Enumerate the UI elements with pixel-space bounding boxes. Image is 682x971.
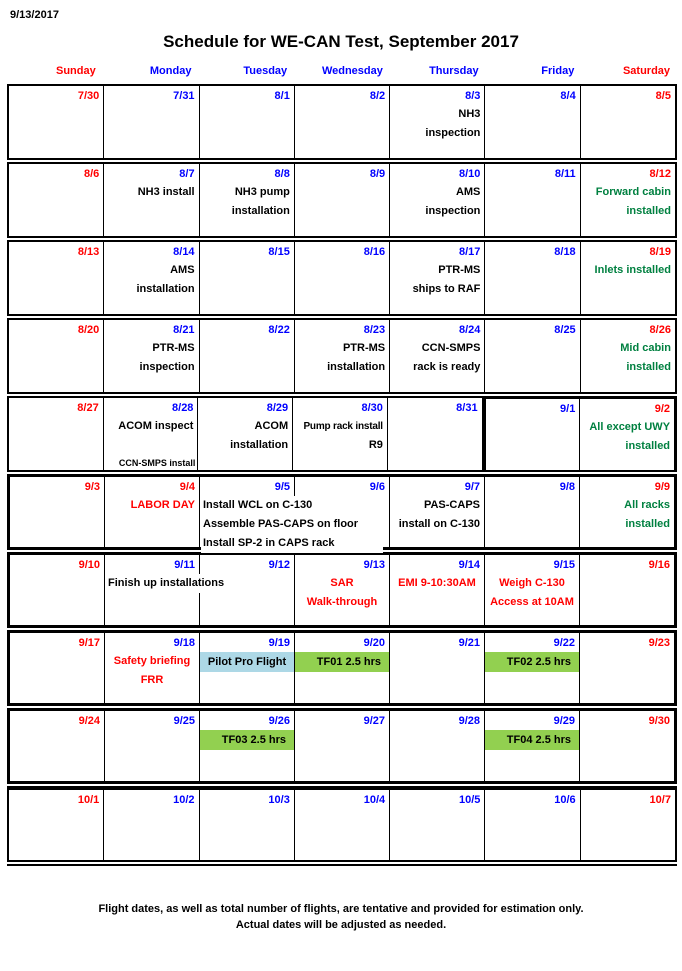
event-text: All racks (624, 499, 670, 511)
day-cell-8-18 (485, 240, 580, 316)
week-row-8 (7, 630, 677, 706)
event-text: EMI 9-10:30AM (398, 577, 476, 589)
day-cell-10-2 (104, 786, 199, 862)
week-row-4 (7, 318, 677, 394)
date-label: 8/27 (77, 402, 99, 414)
day-header-monday: Monday (149, 65, 192, 77)
event-text: installed (626, 361, 671, 373)
event-text-block (295, 339, 389, 377)
event-text: PTR-MS (438, 264, 481, 276)
event-text: inspection (425, 205, 481, 217)
date-label: 9/22 (553, 637, 575, 649)
event-text-block (581, 339, 675, 377)
day-cell-9-26 (200, 708, 295, 784)
day-cell-10-1 (7, 786, 104, 862)
date-label: 8/7 (179, 168, 195, 180)
event-text-block (104, 417, 198, 468)
date-label: 8/31 (456, 402, 478, 414)
date-label: 9/12 (268, 559, 290, 571)
date-label: 10/6 (554, 794, 576, 806)
day-cell-9-2 (580, 396, 677, 472)
day-header-tuesday: Tuesday (243, 65, 288, 77)
event-text-block (104, 261, 198, 299)
week-row-6 (7, 474, 677, 550)
date-label: 8/6 (83, 168, 100, 180)
date-label: 8/9 (369, 168, 386, 180)
event-text: NH3 pump (234, 186, 290, 198)
event-text: CCN-SMPS (421, 342, 481, 354)
footer-line-1: Flight dates, as well as total number of flights, are tentative and provided for estimation only. (98, 903, 584, 915)
day-cell-8-19 (581, 240, 677, 316)
date-label: 9/29 (553, 715, 575, 727)
day-cell-8-20 (7, 318, 104, 394)
day-cell-8-9 (295, 162, 390, 238)
event-text: inspection (139, 361, 195, 373)
footer-line-2: Actual dates will be adjusted as needed. (235, 919, 447, 931)
date-label: 8/17 (458, 246, 481, 258)
date-label: 8/28 (172, 402, 194, 414)
day-cell-9-15 (485, 552, 580, 628)
event-text: AMS (170, 264, 195, 276)
date-label: 9/21 (458, 637, 480, 649)
day-cell-7-30 (7, 84, 104, 160)
day-cell-8-29 (198, 396, 293, 472)
day-cell-8-11 (485, 162, 580, 238)
day-cell-9-5 (200, 474, 359, 550)
date-label: 10/2 (173, 794, 195, 806)
event-text-block (295, 574, 389, 612)
date-label: 9/10 (78, 559, 100, 571)
week-row-9 (7, 708, 677, 784)
date-label: 8/19 (649, 246, 671, 258)
date-label: 9/9 (654, 481, 670, 493)
day-cell-9-7 (390, 474, 485, 550)
event-text: NH3 install (137, 186, 195, 198)
day-cell-7-31 (104, 84, 199, 160)
day-cell-8-15 (200, 240, 295, 316)
date-label: 8/30 (361, 402, 383, 414)
event-text: PTR-MS (152, 342, 195, 354)
event-text: SAR (330, 577, 354, 589)
event-text-block (198, 417, 292, 455)
page-title: Schedule for WE-CAN Test, September 2017 (163, 32, 519, 51)
date-label: 9/5 (274, 481, 290, 493)
day-cell-9-1 (483, 396, 581, 472)
event-text: AMS (455, 186, 481, 198)
event-text: installation (327, 361, 386, 373)
event-text-block (581, 261, 675, 280)
day-cell-9-29 (485, 708, 580, 784)
event-text-block (390, 105, 484, 143)
date-label: 8/8 (274, 168, 290, 180)
event-text-block (200, 183, 294, 221)
day-cell-8-21 (104, 318, 199, 394)
day-cell-8-25 (485, 318, 580, 394)
date-label: 8/22 (268, 324, 290, 336)
event-text-block-spanning (106, 574, 288, 593)
event-text: install on C-130 (398, 518, 480, 530)
day-header-wednesday: Wednesday (321, 65, 383, 77)
date-label: 8/13 (77, 246, 100, 258)
day-cell-8-14 (104, 240, 199, 316)
date-label: 9/30 (648, 715, 670, 727)
date-label: 9/2 (654, 403, 671, 415)
event-text-block (105, 496, 199, 515)
week-row-2 (7, 162, 677, 238)
date-label: 9/18 (173, 637, 195, 649)
event-text: CCN-SMPS install (118, 458, 196, 468)
date-label: 9/11 (174, 559, 195, 571)
date-label: 9/3 (84, 481, 100, 493)
day-cell-8-22 (200, 318, 295, 394)
day-cell-10-5 (390, 786, 485, 862)
date-label: 8/4 (560, 90, 576, 102)
date-label: 8/15 (268, 246, 290, 258)
event-text-block (293, 417, 387, 455)
week-row-5 (7, 396, 677, 472)
date-label: 8/23 (363, 324, 386, 336)
day-cell-8-30 (293, 396, 388, 472)
day-cell-8-3 (390, 84, 485, 160)
date-label: 8/25 (554, 324, 576, 336)
date-label: 8/3 (465, 90, 481, 102)
event-text: installed (626, 205, 671, 217)
day-cell-8-24 (390, 318, 485, 394)
day-cell-9-16 (580, 552, 677, 628)
date-label: 9/28 (458, 715, 480, 727)
day-cell-9-17 (7, 630, 105, 706)
event-text: R9 (368, 439, 383, 451)
day-cell-9-28 (390, 708, 485, 784)
event-text: installation (231, 205, 290, 217)
date-label: 9/20 (363, 637, 385, 649)
week-row-1 (7, 84, 677, 160)
day-cell-8-4 (485, 84, 580, 160)
date-label: 10/4 (363, 794, 386, 806)
event-text-block (390, 261, 484, 299)
date-label: 9/4 (179, 481, 195, 493)
date-label: 8/5 (655, 90, 671, 102)
day-cell-8-13 (7, 240, 104, 316)
day-cell-8-10 (390, 162, 485, 238)
event-text: installed (625, 440, 671, 452)
date-label: 9/1 (560, 403, 576, 415)
event-text: ACOM (254, 420, 289, 432)
event-text: All except UWY (589, 421, 671, 433)
day-cell-8-31 (388, 396, 483, 472)
event-text: rack is ready (413, 361, 481, 373)
date-label: 9/14 (458, 559, 480, 571)
date-label: 9/24 (78, 715, 100, 727)
day-cell-9-25 (105, 708, 200, 784)
date-label: 9/13 (363, 559, 385, 571)
day-header-sunday: Sunday (55, 65, 96, 77)
event-text: inspection (425, 127, 481, 139)
calendar-bottom-rule (7, 864, 677, 866)
day-cell-9-4 (105, 474, 200, 550)
day-cell-9-22 (485, 630, 580, 706)
event-text: installed (625, 518, 670, 530)
day-cell-8-26 (581, 318, 677, 394)
date-label: 8/14 (173, 246, 195, 258)
event-text: Assemble PAS-CAPS on floor (203, 518, 359, 530)
day-cell-9-14 (390, 552, 485, 628)
date-label: 9/27 (363, 715, 385, 727)
date-label: 10/1 (77, 794, 100, 806)
event-text: FRR (140, 674, 164, 686)
highlight-band: TF01 2.5 hrs (295, 652, 389, 672)
day-cell-8-5 (581, 84, 677, 160)
date-label: 8/12 (649, 168, 671, 180)
date-label: 9/26 (268, 715, 290, 727)
event-text: installation (230, 439, 289, 451)
date-label: 10/3 (268, 794, 290, 806)
date-label: 8/20 (77, 324, 100, 336)
date-label: 8/26 (649, 324, 671, 336)
date-label: 10/5 (458, 794, 481, 806)
day-cell-8-17 (390, 240, 485, 316)
day-cell-9-23 (580, 630, 677, 706)
event-text: Install SP-2 in CAPS rack (203, 537, 335, 549)
date-label: 7/31 (173, 90, 195, 102)
date-label: 8/11 (554, 168, 576, 180)
event-text-block (390, 339, 484, 377)
day-cell-8-7 (104, 162, 199, 238)
event-text: Mid cabin (620, 342, 671, 354)
event-text: PTR-MS (342, 342, 386, 354)
day-cell-10-7 (581, 786, 677, 862)
day-cell-9-27 (295, 708, 390, 784)
day-cell-9-9 (580, 474, 677, 550)
event-text-block (485, 574, 579, 612)
event-text-block (390, 496, 484, 534)
event-text-block (104, 339, 198, 377)
event-text: Finish up installations (108, 577, 225, 589)
day-cell-8-2 (295, 84, 390, 160)
event-text: Access at 10AM (490, 596, 574, 608)
day-header-saturday: Saturday (622, 65, 671, 77)
event-text: LABOR DAY (130, 499, 195, 511)
day-cell-9-11 (105, 552, 225, 628)
date-label: 9/23 (648, 637, 670, 649)
event-text: Install WCL on C-130 (203, 499, 313, 511)
day-cell-9-21 (390, 630, 485, 706)
day-cell-8-28 (104, 396, 199, 472)
event-text: Safety briefing (113, 655, 191, 667)
day-header-friday: Friday (541, 65, 575, 77)
date-label: 9/15 (553, 559, 575, 571)
event-text-block (581, 183, 675, 221)
day-cell-8-6 (7, 162, 104, 238)
event-text: Forward cabin (595, 186, 671, 198)
day-cell-9-24 (7, 708, 105, 784)
date-label: 8/16 (363, 246, 386, 258)
event-text-block-spanning (201, 496, 383, 553)
date-label: 8/10 (458, 168, 481, 180)
week-row-7 (7, 552, 677, 628)
day-cell-8-16 (295, 240, 390, 316)
event-text: Inlets installed (594, 264, 671, 276)
day-cell-9-19 (200, 630, 295, 706)
day-cell-8-8 (200, 162, 295, 238)
day-cell-9-10 (7, 552, 105, 628)
date-label: 9/16 (648, 559, 670, 571)
footer-note (0, 901, 682, 933)
date-label: 7/30 (77, 90, 100, 102)
event-text: ACOM inspect (118, 420, 194, 432)
highlight-band: TF03 2.5 hrs (200, 730, 294, 750)
day-cell-8-27 (7, 396, 104, 472)
highlight-band: Pilot Pro Flight (200, 652, 294, 672)
day-cell-10-3 (200, 786, 295, 862)
event-text: Weigh C-130 (499, 577, 565, 589)
date-label: 8/29 (266, 402, 289, 414)
event-text: ships to RAF (412, 283, 481, 295)
date-label: 9/25 (173, 715, 195, 727)
date-label: 9/7 (464, 481, 480, 493)
event-text: Walk-through (306, 596, 378, 608)
event-text-block (105, 652, 199, 690)
event-text: PAS-CAPS (423, 499, 480, 511)
event-text-block (390, 574, 484, 593)
day-cell-10-4 (295, 786, 390, 862)
day-cell-9-13 (295, 552, 390, 628)
week-row-3 (7, 240, 677, 316)
day-cell-10-6 (485, 786, 580, 862)
date-label: 8/18 (554, 246, 576, 258)
week-row-10 (7, 786, 677, 862)
date-label: 10/7 (649, 794, 671, 806)
day-cell-9-30 (580, 708, 677, 784)
day-cell-8-23 (295, 318, 390, 394)
event-text: NH3 (458, 108, 481, 120)
event-text: Pump rack install (303, 421, 383, 432)
day-cell-9-8 (485, 474, 580, 550)
day-header-thursday: Thursday (429, 65, 479, 77)
event-text-block (580, 496, 674, 534)
event-text-block (580, 418, 674, 456)
day-cell-9-18 (105, 630, 200, 706)
day-cell-8-12 (581, 162, 677, 238)
day-cell-9-20 (295, 630, 390, 706)
event-text: installation (136, 283, 195, 295)
highlight-band: TF02 2.5 hrs (485, 652, 579, 672)
date-label: 9/8 (559, 481, 575, 493)
date-label: 8/24 (458, 324, 481, 336)
print-datestamp: 9/13/2017 (10, 9, 59, 21)
event-text-block (104, 183, 198, 202)
day-cell-8-1 (200, 84, 295, 160)
date-label: 8/21 (173, 324, 195, 336)
day-of-week-row (7, 65, 677, 77)
calendar-grid (7, 84, 677, 866)
date-label: 9/17 (78, 637, 100, 649)
date-label: 8/1 (274, 90, 290, 102)
day-cell-9-3 (7, 474, 105, 550)
highlight-band: TF04 2.5 hrs (485, 730, 579, 750)
date-label: 8/2 (369, 90, 386, 102)
date-label: 9/6 (369, 481, 385, 493)
event-text-block (390, 183, 484, 221)
date-label: 9/19 (268, 637, 290, 649)
